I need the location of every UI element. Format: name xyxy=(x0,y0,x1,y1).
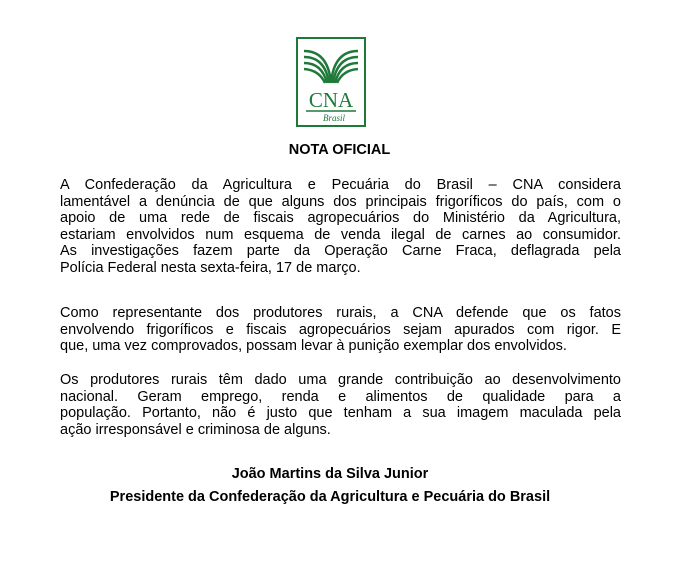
paragraph-line: população. Portanto, não é justo que tenham a sua imagem maculada pela xyxy=(60,405,621,422)
logo-text: CNA xyxy=(308,88,354,112)
paragraph-line: Os produtores rurais têm dado uma grande contribuição ao desenvolvimento xyxy=(60,372,621,388)
paragraph-line: apoio de uma rede de fiscais agropecuários do Ministério da Agricultura, xyxy=(60,210,621,227)
cna-logo xyxy=(296,37,366,127)
paragraph-2 xyxy=(60,305,621,355)
paragraph-line: A Confederação da Agricultura e Pecuária do Brasil – CNA considera xyxy=(60,177,621,193)
paragraph-1 xyxy=(60,177,621,277)
paragraph-line: ação irresponsável e criminosa de alguns. xyxy=(60,421,331,438)
paragraph-line: lamentável a denúncia de que alguns dos principais frigoríficos do país, com o xyxy=(60,193,621,210)
paragraph-line: nacional. Geram emprego, renda e alimentos de qualidade para a xyxy=(60,388,621,405)
document-title: NOTA OFICIAL xyxy=(288,142,391,158)
paragraph-line: estariam envolvidos num esquema de venda ilegal de carnes ao consumidor. xyxy=(60,226,621,243)
paragraph-line: Polícia Federal nesta sexta-feira, 17 de março. xyxy=(60,259,361,276)
paragraph-line: Como representante dos produtores rurais, a CNA defende que os fatos xyxy=(60,305,621,321)
paragraph-line: As investigações fazem parte da Operação Carne Fraca, deflagrada pela xyxy=(60,243,621,260)
paragraph-line: que, uma vez comprovados, possam levar à punição exemplar dos envolvidos. xyxy=(60,338,567,355)
paragraph-line: envolvendo frigoríficos e fiscais agropecuários sejam apurados com rigor. E xyxy=(60,321,621,338)
paragraph-3 xyxy=(60,372,621,438)
signature-name: João Martins da Silva Junior xyxy=(231,466,429,482)
svg-text:Brasil: Brasil xyxy=(322,113,346,123)
signature-role: Presidente da Confederação da Agricultura e Pecuária do Brasil xyxy=(109,489,551,505)
